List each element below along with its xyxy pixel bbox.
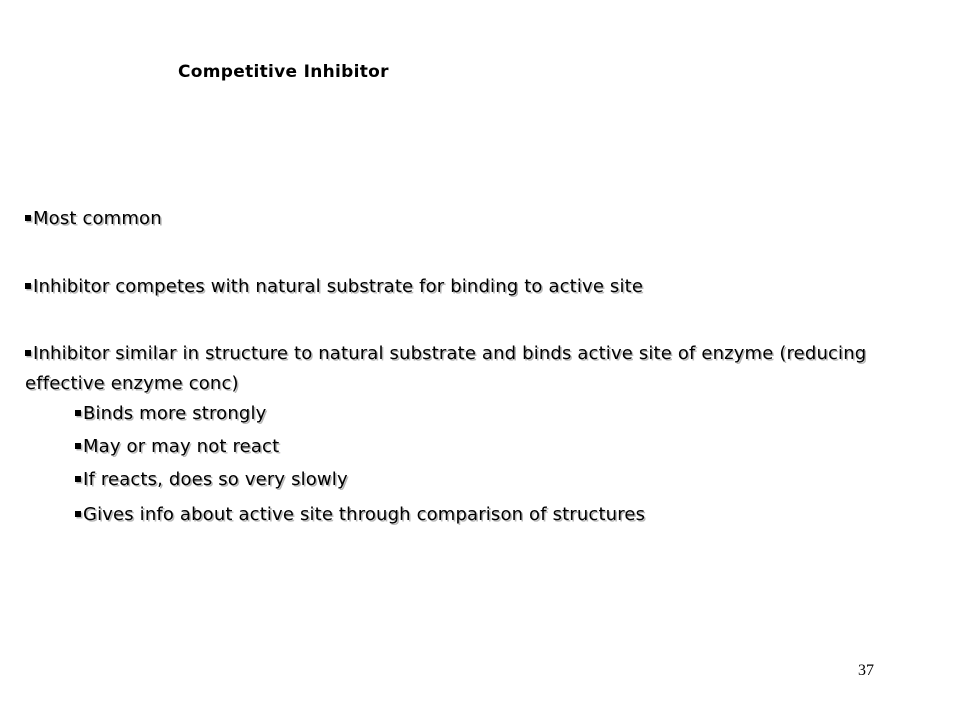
square-bullet-icon	[75, 410, 81, 416]
bullet-item	[25, 204, 162, 234]
sub-bullet-text: May or may not react	[83, 436, 280, 457]
bullet-item	[25, 272, 643, 302]
sub-bullet-item	[75, 399, 266, 429]
sub-bullet-text: Binds more strongly	[83, 403, 267, 424]
bullet-text: Inhibitor similar in structure to natural substrate and binds active site of enzyme (reducing effective enzyme conc)	[25, 343, 867, 394]
bullet-text: Most common	[33, 208, 162, 229]
square-bullet-icon	[25, 215, 31, 221]
sub-bullet-item	[75, 465, 348, 495]
square-bullet-icon	[75, 511, 81, 517]
page-number: 37	[858, 662, 874, 679]
slide-title: Competitive Inhibitor	[178, 62, 389, 82]
square-bullet-icon	[75, 443, 81, 449]
sub-bullet-item	[75, 432, 279, 462]
sub-bullet-text: If reacts, does so very slowly	[83, 469, 348, 490]
sub-bullet-text: Gives info about active site through comparison of structures	[83, 504, 646, 525]
bullet-item	[25, 339, 925, 399]
square-bullet-icon	[25, 283, 31, 289]
sub-bullet-item	[75, 500, 645, 530]
square-bullet-icon	[25, 350, 31, 356]
bullet-text: Inhibitor competes with natural substrate for binding to active site	[33, 276, 644, 297]
square-bullet-icon	[75, 476, 81, 482]
